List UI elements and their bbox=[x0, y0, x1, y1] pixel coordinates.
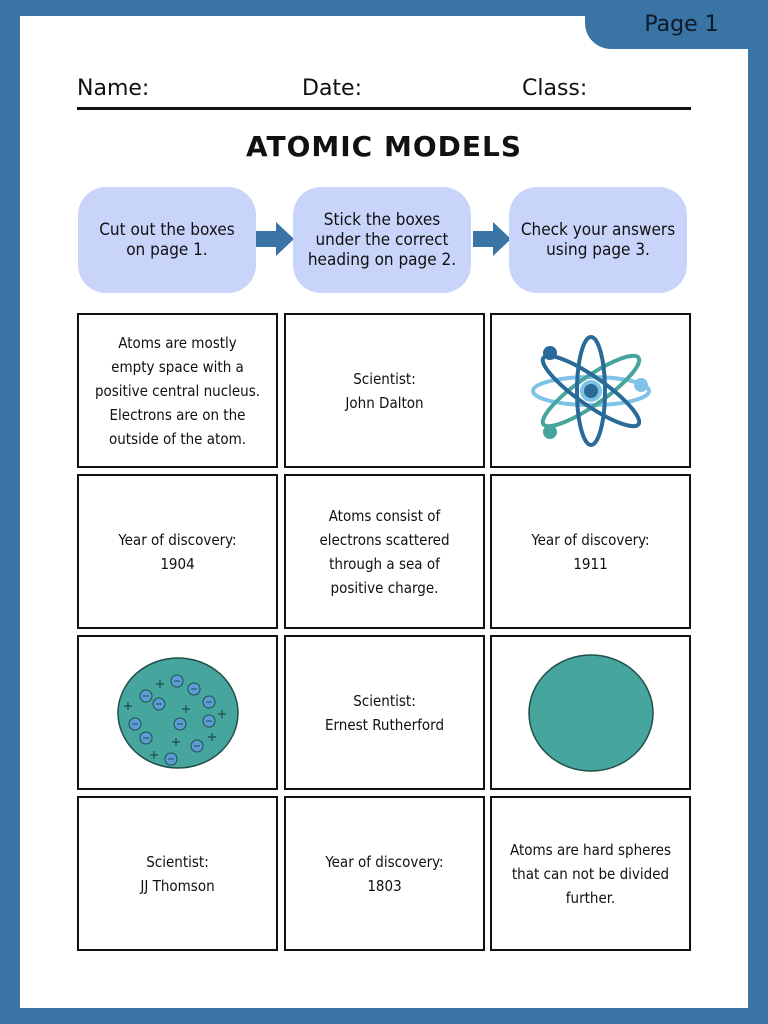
cut-out-card[interactable] bbox=[490, 474, 691, 629]
solid-sphere-model-icon bbox=[528, 654, 654, 772]
cut-out-card[interactable] bbox=[77, 796, 278, 951]
card-text: Atoms are hard spheres that can not be divided further. bbox=[509, 840, 671, 907]
arrow-right-icon bbox=[256, 222, 294, 256]
card-text: Atoms are mostly empty space with a positive central nucleus. Electrons are on the outside of the atom. bbox=[94, 333, 261, 448]
header-rule bbox=[77, 107, 691, 110]
cut-out-card[interactable] bbox=[284, 313, 485, 468]
cut-out-card[interactable] bbox=[490, 635, 691, 790]
page-number-label: Page 1 bbox=[644, 12, 719, 37]
page-number-tab bbox=[585, 0, 768, 49]
class-label: Class: bbox=[522, 76, 588, 101]
cut-out-card[interactable] bbox=[77, 474, 278, 629]
cut-out-card[interactable] bbox=[284, 474, 485, 629]
cut-out-card[interactable] bbox=[284, 635, 485, 790]
card-text: Year of discovery: 1904 bbox=[118, 530, 237, 573]
name-label: Name: bbox=[77, 76, 150, 101]
step-3-box bbox=[509, 187, 687, 293]
step-1-text: Cut out the boxes on page 1. bbox=[99, 220, 235, 260]
atom-orbit-icon bbox=[526, 331, 656, 451]
card-text: Year of discovery: 1803 bbox=[325, 852, 444, 895]
card-text: Atoms consist of electrons scattered through a sea of positive charge. bbox=[319, 506, 450, 597]
cut-out-card[interactable] bbox=[490, 313, 691, 468]
step-2-box bbox=[293, 187, 471, 293]
step-3-text: Check your answers using page 3. bbox=[520, 220, 676, 260]
arrow-right-icon bbox=[473, 222, 511, 256]
card-text: Scientist: JJ Thomson bbox=[140, 852, 215, 895]
card-text: Scientist: Ernest Rutherford bbox=[324, 691, 445, 734]
cut-out-card[interactable] bbox=[77, 313, 278, 468]
cut-out-card[interactable] bbox=[490, 796, 691, 951]
step-2-text: Stick the boxes under the correct heading on page 2. bbox=[307, 210, 457, 270]
card-text: Scientist: John Dalton bbox=[345, 369, 424, 412]
card-text: Year of discovery: 1911 bbox=[531, 530, 650, 573]
cut-out-card[interactable] bbox=[284, 796, 485, 951]
step-1-box bbox=[78, 187, 256, 293]
cut-out-card[interactable] bbox=[77, 635, 278, 790]
plum-pudding-model-icon bbox=[116, 657, 240, 769]
page-title: ATOMIC MODELS bbox=[245, 130, 523, 163]
date-label: Date: bbox=[302, 76, 362, 101]
